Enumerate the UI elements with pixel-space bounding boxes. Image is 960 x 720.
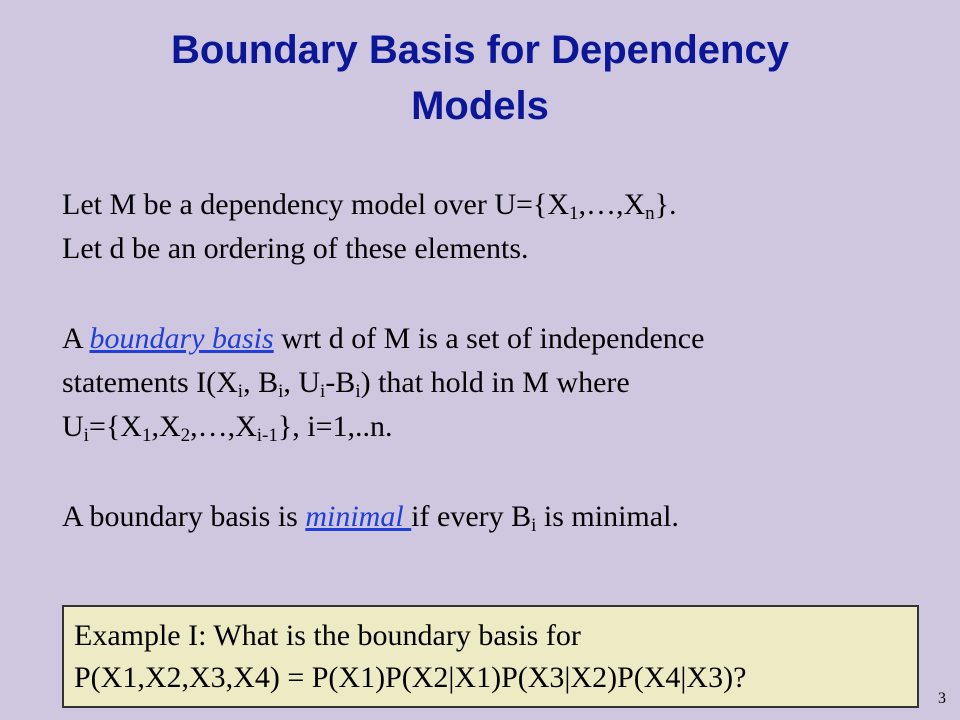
definition-line-1: Let M be a dependency model over $U=\{X_1,\dots,X_n\}$. <box>62 188 677 224</box>
boundary-basis-link[interactable]: boundary basis <box>89 322 274 355</box>
definition-line-2: Let d be an ordering of these elements. <box>62 232 529 265</box>
boundary-basis-line-3: $U_i=\{X_1,X_2,\dots,X_{i-1}\}$, i=1,..n. <box>62 410 393 446</box>
page-number: 3 <box>938 690 946 707</box>
example-box <box>62 605 919 708</box>
example-line-2: P(X1,X2,X3,X4) = P(X1)P(X2|X1)P(X3|X2)P(X4|X3)? <box>74 661 747 694</box>
boundary-basis-line-2: statements $I(X_i$, $B_i$, $U_i-B_i$) that hold in M where <box>62 366 630 402</box>
minimal-basis-line: A boundary basis is minimal if every $B_i$ is minimal. <box>62 500 679 536</box>
slide-title <box>60 22 900 134</box>
title-line-1: Boundary Basis for Dependency <box>171 28 789 72</box>
title-line-2: Models <box>411 84 549 128</box>
example-line-1: Example I: What is the boundary basis for <box>74 619 581 652</box>
minimal-link[interactable]: minimal <box>305 500 412 533</box>
boundary-basis-line-1: A boundary basis wrt d of M is a set of independence <box>62 322 705 355</box>
